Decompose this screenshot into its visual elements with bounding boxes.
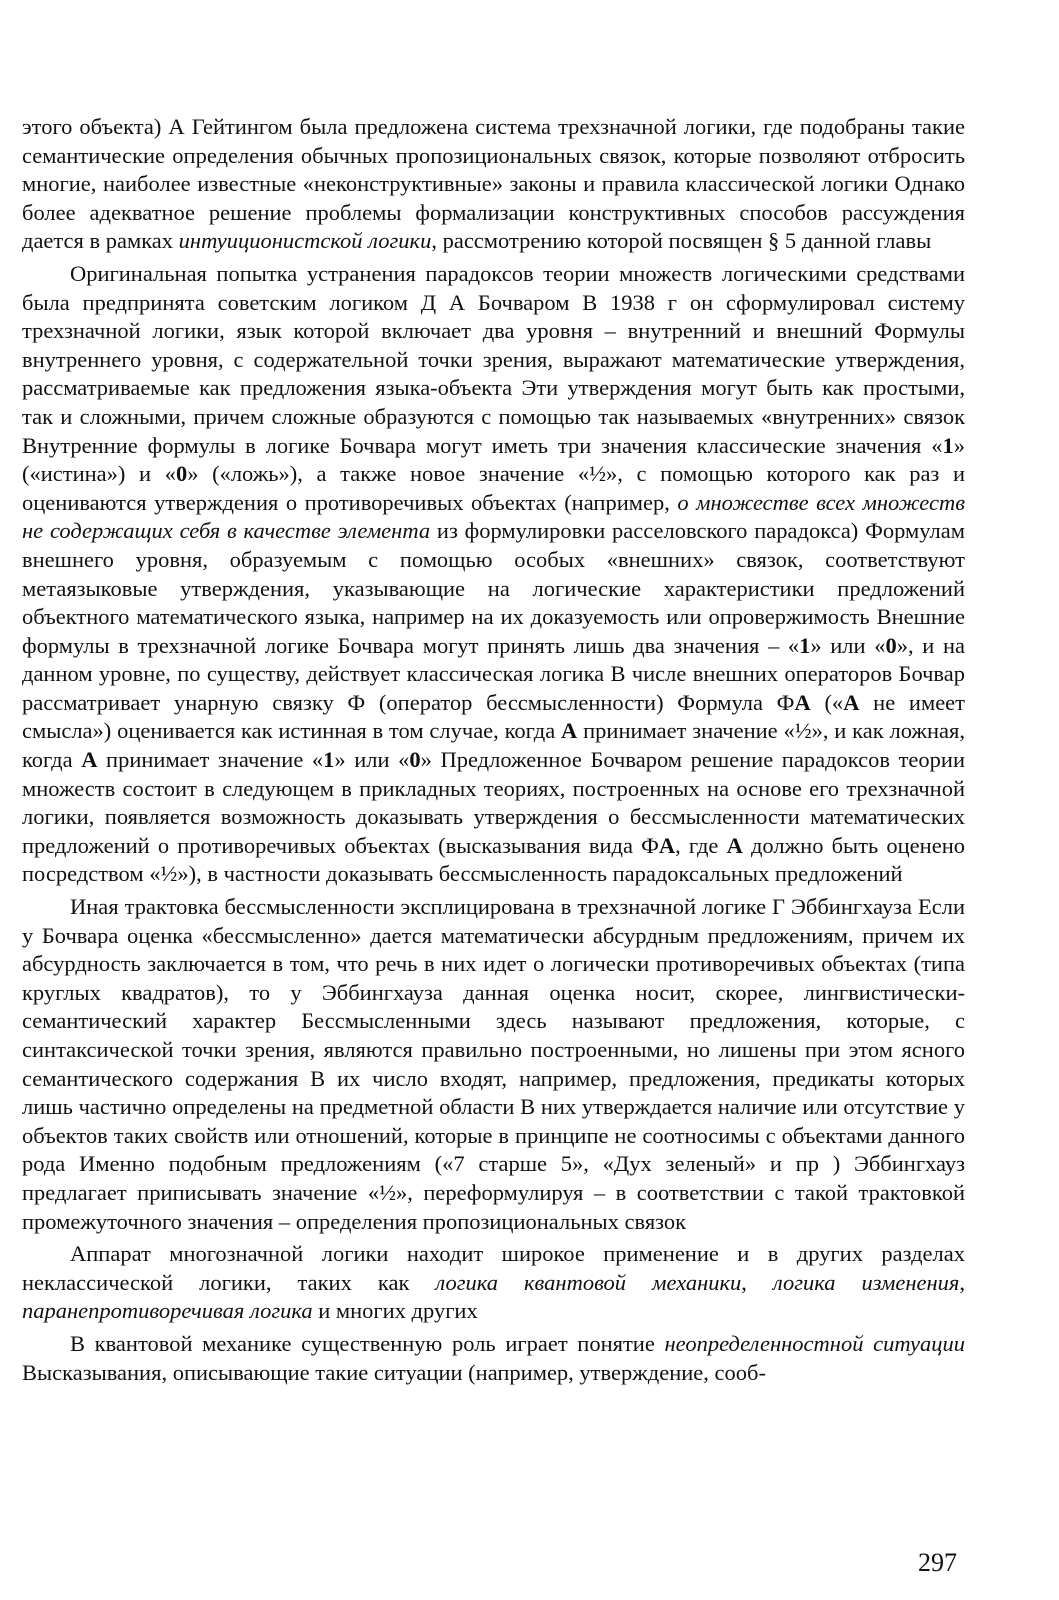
text-segment: А (658, 832, 676, 858)
text-segment: » или « (810, 632, 886, 658)
text-segment: неопределенностной ситуации (664, 1330, 965, 1356)
text-segment: Оригинальная попытка устранения парадоксов теории множеств логическими средствами была предпринята советским логиком Д А Бочваром В 1938 г он сформулировал систему трехзначной логики, язык которой включает два уровня – внутренний и внешний Формулы внутреннего уровня, с содержательной точки зрения, выражают математические утверждения, рассматриваемые как предложения языка-объекта Эти утверждения могут быть как простыми, так и сложными, причем сложные образуются с помощью так называемых «внутренних» связок Внутренние формулы в логике Бочвара могут иметь три значения классические значения « (22, 260, 965, 458)
text-segment: 1 (942, 432, 954, 458)
text-segment: , рассмотрению которой посвящен § 5 данной главы (431, 228, 932, 254)
text-segment: А (81, 747, 98, 773)
text-segment: А (843, 689, 860, 715)
text-segment: интуиционистской логики (178, 228, 432, 254)
text-segment: (« (810, 689, 844, 715)
text-segment: о множестве всех множеств не содержащих себя в качестве элемента (22, 489, 965, 544)
paragraph-4 (22, 1240, 965, 1326)
text-segment: паранепротиворечивая логика (22, 1298, 313, 1324)
text-segment: 1 (799, 632, 811, 658)
text-segment: А (726, 832, 743, 858)
text-segment: логика квантовой механики (435, 1269, 742, 1295)
paragraph-5 (22, 1330, 965, 1387)
text-segment: принимает значение « (97, 747, 324, 773)
text-segment: », и на данном уровне, по существу, действует классическая логика В числе внешних операторов Бочвар рассматривает унарную связку Ф (оператор бессмысленности) Формула Ф (22, 632, 965, 715)
page-text (22, 113, 965, 1387)
text-segment: 0 (175, 461, 188, 487)
text-segment: » («ложь»), а также новое значение «½», с помощью которого как раз и оцениваются утверждения о противоречивых объектах (например, (22, 461, 965, 515)
text-segment: , (741, 1269, 773, 1295)
text-segment: , где (675, 832, 727, 858)
text-segment: Аппарат многозначной логики находит широкое применение и в других разделах неклассической логики, таких как (22, 1241, 965, 1295)
text-segment: 1 (323, 747, 335, 773)
text-segment: из формулировки расселовского парадокса) Формулам внешнего уровня, образуемым с помощью особых «внешних» связок, соответствуют метаязыковые утверждения, указывающие на логические характеристики предложений объектного математического языка, например на их доказуемость или опровержимость Внешние формулы в трехзначной логике Бочвара могут принять лишь два значения – « (22, 518, 965, 658)
text-segment: 0 (409, 747, 421, 773)
text-segment: должно быть оценено посредством «½»), в частности доказывать бессмысленность парадоксальных предложений (22, 832, 965, 887)
text-segment: принимает значение «½», и как ложная, когда (22, 718, 965, 773)
text-segment: 0 (885, 632, 897, 658)
paragraph-3 (22, 893, 965, 1236)
paragraph-2 (22, 260, 965, 889)
text-segment: и многих других (312, 1298, 478, 1324)
text-segment: В квантовой механике существенную роль играет понятие (70, 1330, 665, 1356)
text-segment: , (959, 1269, 965, 1295)
text-segment: этого объекта) А Гейтингом была предложена система трехзначной логики, где подобраны такие семантические определения обычных пропозициональных связок, которые позволяют отбросить многие, наиболее известные «неконструктивные» законы и правила классической логики Однако более адекватное решение проблемы формализации конструктивных способов рассуждения дается в рамках (22, 114, 965, 254)
text-segment: » («истина») и « (22, 432, 965, 487)
text-segment: не имеет смысла») оценивается как истинная в том случае, когда (22, 689, 965, 744)
paragraph-1 (22, 113, 965, 256)
text-segment: логика изменения (772, 1269, 960, 1295)
text-segment: » Предложенное Бочваром решение парадоксов теории множеств состоит в следующем в прикладных теориях, построенных на основе его трехзначной логики, появляется возможность доказывать утверждения о бессмысленности математических предложений о противоречивых объектах (высказывания вида Ф (22, 747, 965, 858)
text-segment: А (561, 718, 578, 744)
page-number: 297 (918, 1548, 957, 1577)
text-segment: Высказывания, описывающие такие ситуации (например, утверждение, сооб- (22, 1359, 766, 1385)
text-segment: » или « (334, 747, 410, 773)
text-segment: Иная трактовка бессмысленности эксплицирована в трехзначной логике Г Эббингхауза Если у Бочвара оценка «бессмысленно» дается математически абсурдным предложениям, причем их абсурдность заключается в том, что речь в них идет о логически противоречивых объектах (типа круглых квадратов), то у Эббингхауза данная оценка носит, скорее, лингвистически-семантический характер Бессмысленными здесь называют предложения, которые, с синтаксической точки зрения, являются правильно построенными, но лишены при этом ясного семантического содержания В их число входят, например, предложения, предикаты которых лишь частично определены на предметной области В них утверждается наличие или отсутствие у объектов таких свойств или отношений, которые в принципе не соотносимы с объектами данного рода Именно подобным предложениям («7 старше 5», «Дух зеленый» и пр ) Эббингхауз предлагает приписывать значение «½», переформулируя – в соответствии с такой трактовкой промежуточного значения – определения пропозициональных связок (22, 894, 965, 1234)
text-segment: А (794, 689, 811, 715)
